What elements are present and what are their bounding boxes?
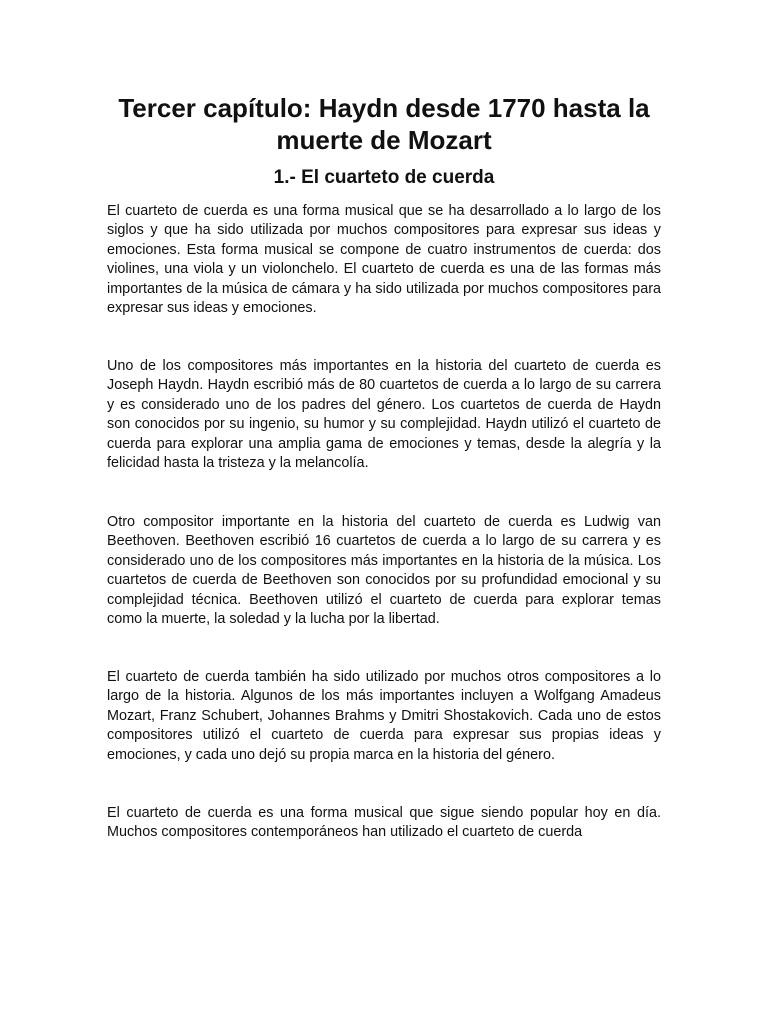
section-heading: 1.- El cuarteto de cuerda [273, 167, 495, 188]
paragraph-4: El cuarteto de cuerda también ha sido utilizado por muchos otros compositores a lo largo de la historia. Algunos de los más importantes incluyen a Wolfgang Amadeus Mozart, Franz Schubert, Johannes Brahms y Dmitri Shostakovich. Cada uno de estos compositores utilizó el cuarteto de cuerda para expresar sus propias ideas y emociones, y cada uno dejó su propia marca en la historia del género. [107, 669, 661, 763]
paragraph-3: Otro compositor importante en la historia del cuarteto de cuerda es Ludwig van Beethoven. Beethoven escribió 16 cuartetos de cuerda a lo largo de su carrera y es considerado uno de los compositores más importantes en la historia de la música. Los cuartetos de cuerda de Beethoven son conocidos por su profundidad emocional y su complejidad técnica. Beethoven utilizó el cuarteto de cuerda para explorar temas como la muerte, la soledad y la lucha por la libertad. [107, 514, 661, 628]
page-title: Tercer capítulo: Haydn desde 1770 hasta la muerte de Mozart [118, 93, 650, 155]
paragraph-1: El cuarteto de cuerda es una forma musical que se ha desarrollado a lo largo de los siglos y que ha sido utilizada por muchos compositores para expresar sus ideas y emociones. Esta forma musical se compone de cuatro instrumentos de cuerda: dos violines, una viola y un violonchelo. El cuarteto de cuerda es una de las formas más importantes de la música de cámara y ha sido utilizada por muchos compositores para expresar sus ideas y emociones. [107, 203, 661, 317]
paragraph-5: El cuarteto de cuerda es una forma musical que sigue siendo popular hoy en día. Muchos compositores contemporáneos han utilizado el cuarteto de cuerda [107, 805, 661, 841]
paragraph-2: Uno de los compositores más importantes en la historia del cuarteto de cuerda es Joseph Haydn. Haydn escribió más de 80 cuartetos de cuerda a lo largo de su carrera y es considerado uno de los padres del género. Los cuartetos de cuerda de Haydn son conocidos por su ingenio, su humor y su complejidad. Haydn utilizó el cuarteto de cuerda para explorar una amplia gama de emociones y temas, desde la alegría y la felicidad hasta la tristeza y la melancolía. [107, 358, 661, 472]
